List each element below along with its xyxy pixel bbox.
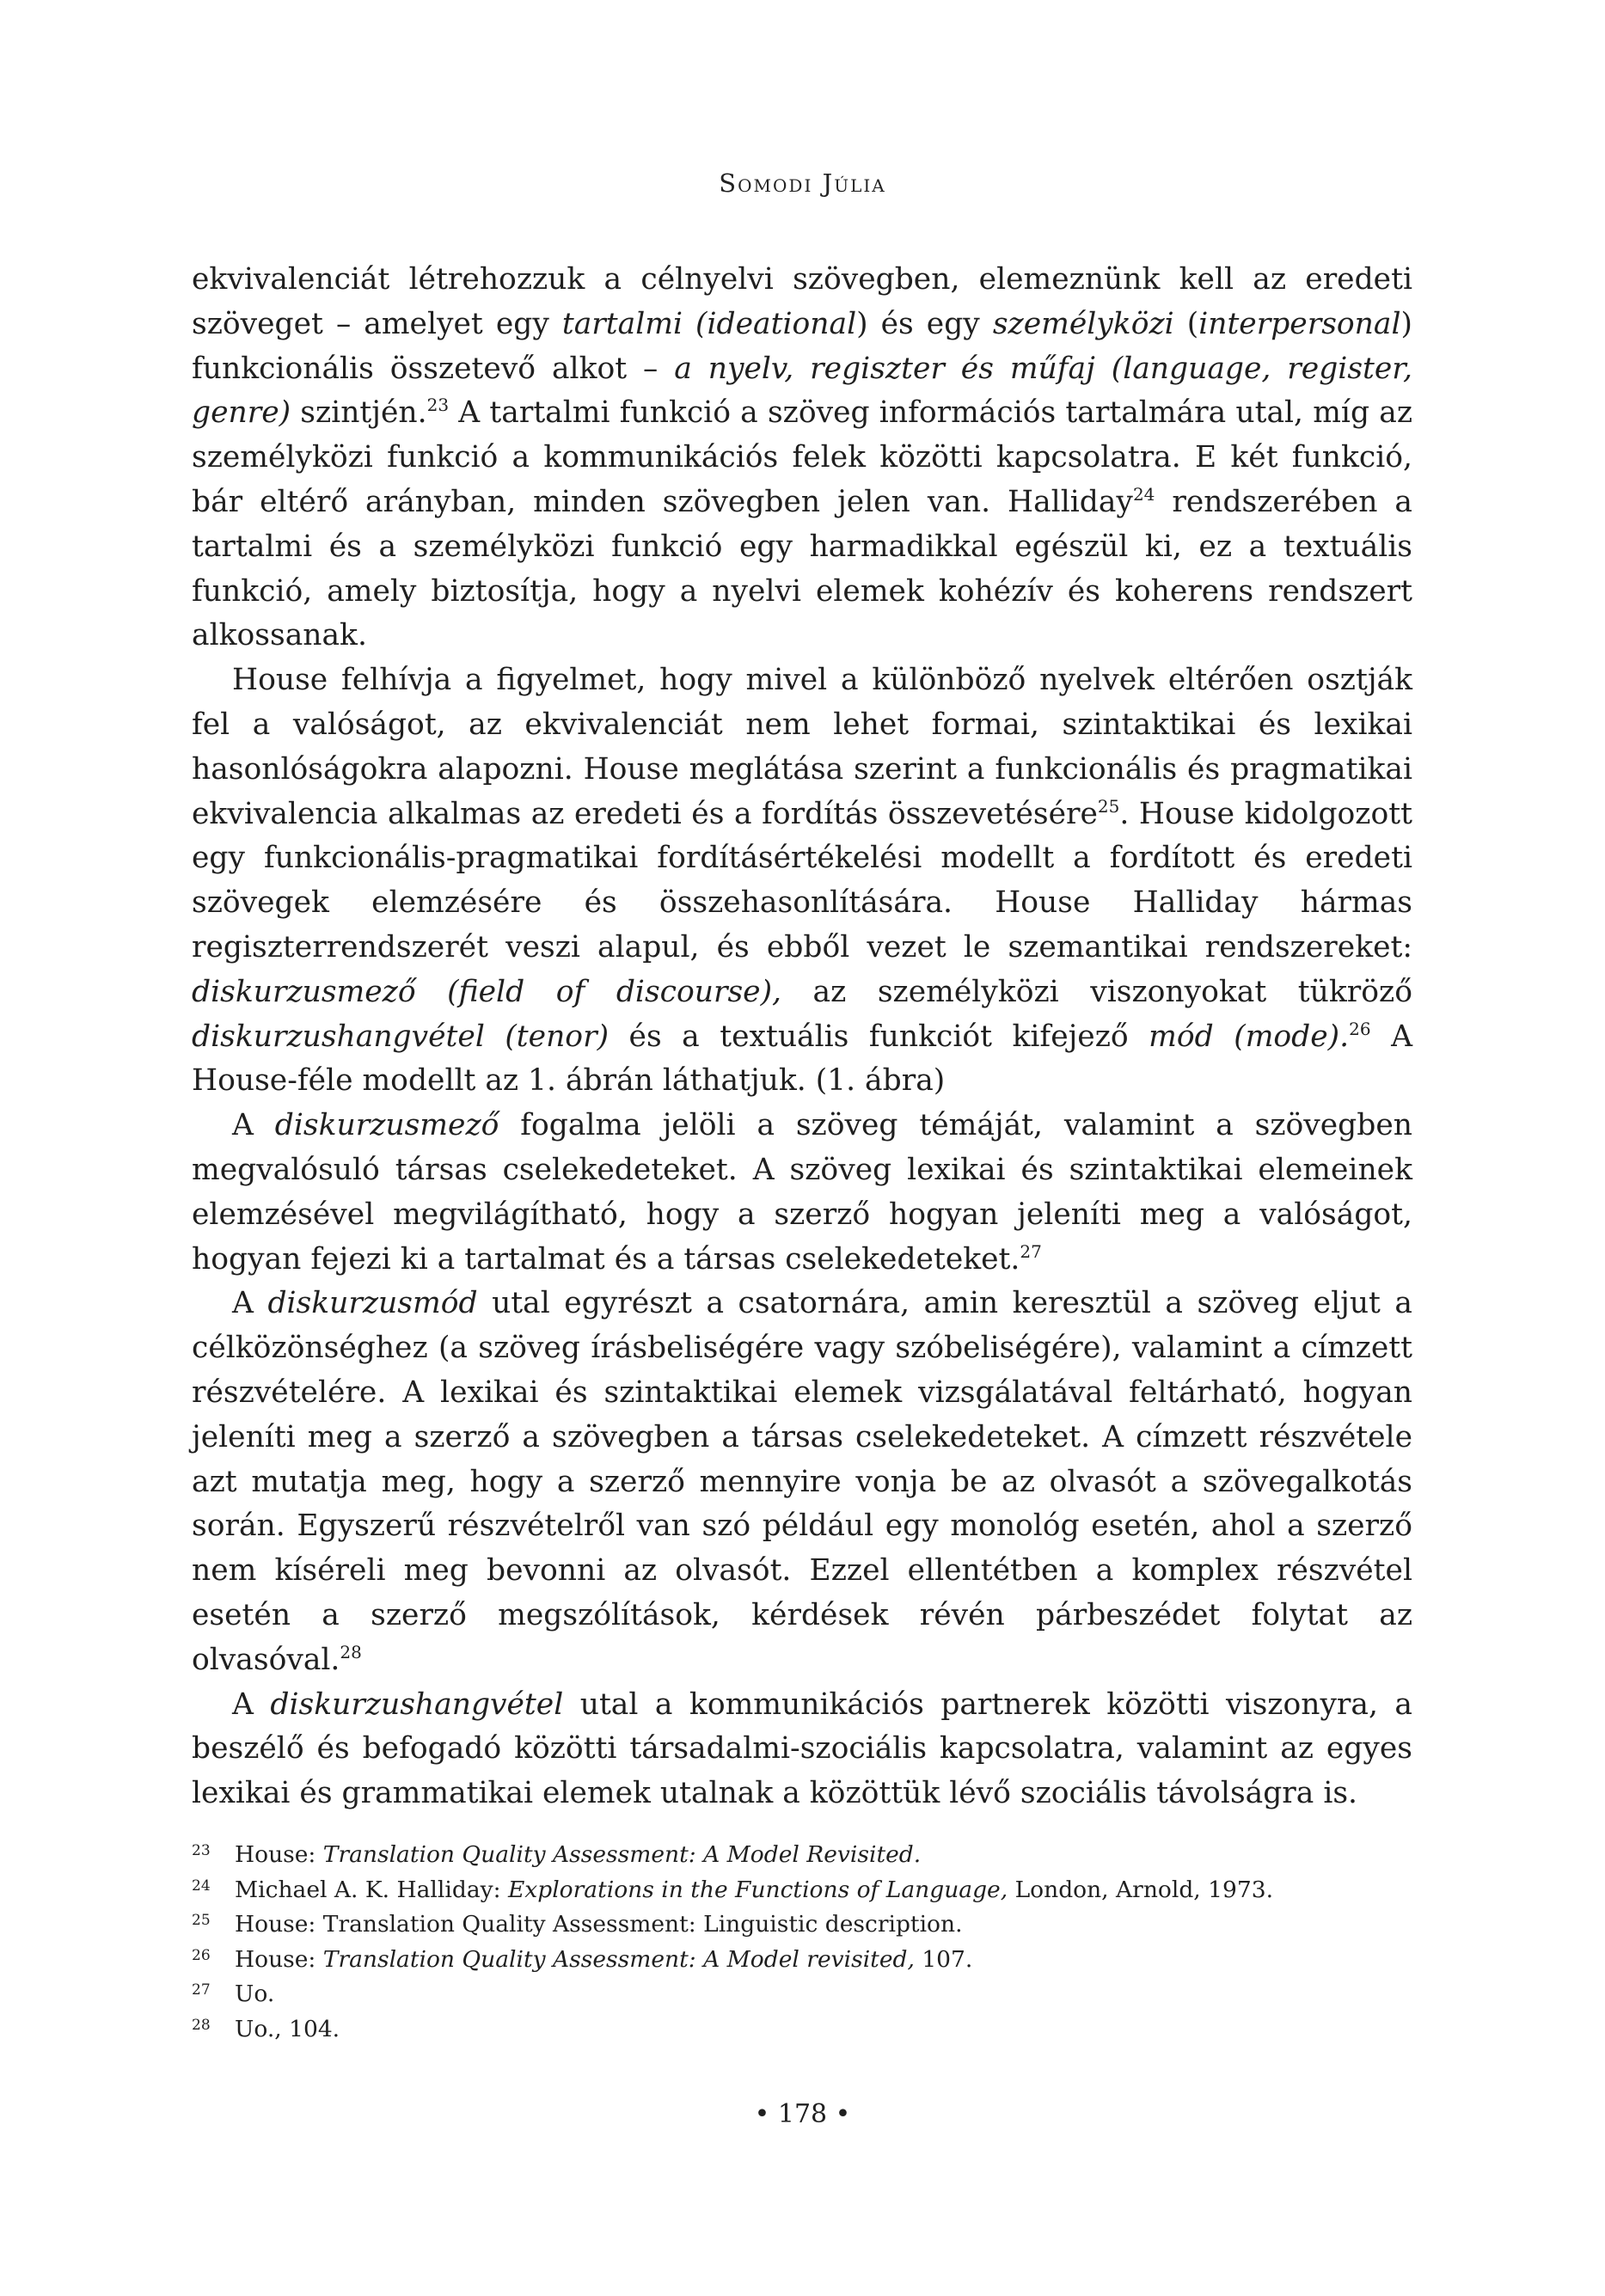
- paragraph: [192, 658, 1412, 1104]
- italic-text: tartalmi (ideational: [561, 306, 857, 341]
- footnote: [192, 1873, 1412, 1908]
- footnote-ref: 26: [1349, 1018, 1371, 1039]
- italic-text: diskurzusmező: [274, 1108, 499, 1143]
- text-segment: utal a kommunikációs partnerek közötti viszonyra, a beszélő és befogadó közötti társadalmi-szociális kapcsolatra, valamint az egyes lexikai és grammatikai elemek utalnak a közöttük lévő szociális távolságra is.: [192, 1687, 1412, 1811]
- footnote-text: [235, 1873, 1273, 1908]
- italic-text: mód (mode).: [1149, 1019, 1350, 1054]
- paragraph: [192, 1683, 1412, 1816]
- footnote-ref: 28: [340, 1641, 362, 1662]
- footnotes: [192, 1838, 1412, 2047]
- text-segment: 107.: [914, 1945, 973, 1973]
- text-segment: A: [232, 1286, 268, 1321]
- footnote-text: [235, 1943, 972, 1978]
- footnote: [192, 1943, 1412, 1978]
- footnote-ref: 27: [1020, 1240, 1042, 1262]
- text-segment: House: Translation Quality Assessment: Linguistic description.: [235, 1911, 963, 1938]
- italic-text: diskurzusmód: [267, 1286, 478, 1321]
- text-segment: House:: [235, 1841, 323, 1868]
- footnote-number: 26: [192, 1946, 211, 1964]
- italic-text: Translation Quality Assessment: A Model revisited,: [322, 1945, 915, 1973]
- footnote-text: [235, 1907, 963, 1943]
- text-segment: A House-féle modellt az 1. ábrán láthatjuk. (1. ábra): [192, 1019, 1412, 1099]
- text-segment: A: [232, 1108, 275, 1143]
- paragraph: [192, 258, 1412, 658]
- text-segment: House:: [235, 1945, 323, 1973]
- footnote-ref: 23: [426, 395, 450, 416]
- text-segment: A tartalmi funkció a szöveg információs tartalmára utal, míg az személyközi funkció a kommunikációs felek közötti kapcsolatra. E két funkció, bár eltérő arányban, minden szövegben jelen van. Halliday: [192, 395, 1413, 519]
- italic-text: diskurzushangvétel: [270, 1687, 564, 1722]
- footnote-text: [235, 2012, 340, 2048]
- text-segment: A: [232, 1687, 271, 1722]
- italic-text: a nyelv, regiszter és műfaj (language, register, genre): [192, 351, 1412, 431]
- footnote-number: 25: [192, 1912, 211, 1929]
- footnote-number: 24: [192, 1877, 211, 1895]
- paragraph: [192, 1282, 1412, 1682]
- text-segment: Michael A. K. Halliday:: [235, 1876, 508, 1903]
- footnote: [192, 2012, 1412, 2048]
- italic-text: Explorations in the Functions of Language,: [507, 1876, 1008, 1903]
- text-segment: ) és egy: [856, 306, 993, 341]
- footnote-number: 23: [192, 1842, 211, 1859]
- italic-text: diskurzushangvétel (tenor): [192, 1019, 610, 1054]
- text-segment: szintjén.: [291, 395, 427, 431]
- paragraph: [192, 1104, 1412, 1282]
- text-segment: rendszerében a tartalmi és a személyközi funkció egy harmadikkal egészül ki, ez a textuális funkció, amely biztosítja, hogy a nyelvi elemek kohézív és koherens rendszert alkossanak.: [192, 484, 1412, 653]
- italic-text: diskurzusmező (field of discourse),: [192, 974, 781, 1009]
- footnote: [192, 1907, 1412, 1943]
- text-segment: . House kidolgozott egy funkcionális-pragmatikai fordításértékelési modellt a fordított és eredeti szövegek elemzésére és összehasonlítására. House Halliday hármas regiszterrendszerét veszi alapul, és ebből vezet le szemantikai rendszereket:: [192, 796, 1412, 964]
- body-text: [192, 258, 1412, 1816]
- text-segment: House felhívja a figyelmet, hogy mivel a különböző nyelvek eltérően osztják fel a valóságot, az ekvivalenciát nem lehet formai, szintaktikai és lexikai hasonlóságokra alapozni. House meglátása szerint a funkcionális és pragmatikai ekvivalencia alkalmas az eredeti és a fordítás összevetésére: [192, 663, 1412, 831]
- text-segment: London, Arnold, 1973.: [1008, 1876, 1274, 1903]
- footnote: [192, 1977, 1412, 2012]
- text-segment: ekvivalenciát létrehozzuk a célnyelvi szövegben, elemeznünk kell az eredeti szöveget – amelyet egy: [192, 262, 1412, 341]
- text-segment: fogalma jelöli a szöveg témáját, valamint a szövegben megvalósuló társas cselekedeteket. A szöveg lexikai és szintaktikai elemeinek elemzésével megvilágítható, hogy a szerző hogyan jeleníti meg a valóságot, hogyan fejezi ki a tartalmat és a társas cselekedeteket.: [192, 1108, 1412, 1277]
- text-segment: az személyközi viszonyokat tükröző: [781, 974, 1412, 1009]
- text-segment: Uo., 104.: [235, 2015, 340, 2042]
- text-segment: Uo.: [235, 1981, 275, 2007]
- italic-text: interpersonal: [1198, 306, 1401, 341]
- text-segment: ) funkcionális összetevő alkot –: [192, 306, 1412, 386]
- text-segment: utal egyrészt a csatornára, amin keresztül a szöveg eljut a célközönséghez (a szöveg írásbeliségére vagy szóbeliségére), valamint a címzett részvételére. A lexikai és szintaktikai elemek vizsgálatával feltárható, hogyan jeleníti meg a szerző a szövegben a társas cselekedeteket. A címzett részvétele azt mutatja meg, hogy a szerző mennyire vonja be az olvasót a szövegalkotás során. Egyszerű részvételről van szó például egy monológ esetén, ahol a szerző nem kíséreli meg bevonni az olvasót. Ezzel ellentétben a komplex részvétel esetén a szerző megszólítások, kérdések révén párbeszédet folytat az olvasóval.: [192, 1286, 1412, 1677]
- footnote-text: [235, 1977, 274, 2012]
- text-segment: és a textuális funkciót kifejező: [609, 1019, 1149, 1054]
- footnote: [192, 1838, 1412, 1873]
- page-number: • 178 •: [754, 2099, 851, 2129]
- footnote-number: 27: [192, 1981, 211, 1999]
- italic-text: Translation Quality Assessment: A Model Revisited.: [322, 1841, 922, 1868]
- text-segment: (: [1173, 306, 1199, 341]
- footnote-number: 28: [192, 2016, 211, 2034]
- footnote-ref: 25: [1097, 795, 1120, 817]
- footnote-ref: 24: [1132, 483, 1155, 505]
- running-header: Somodi Júlia: [719, 168, 886, 198]
- footnote-text: [235, 1838, 921, 1873]
- italic-text: személyközi: [992, 306, 1174, 341]
